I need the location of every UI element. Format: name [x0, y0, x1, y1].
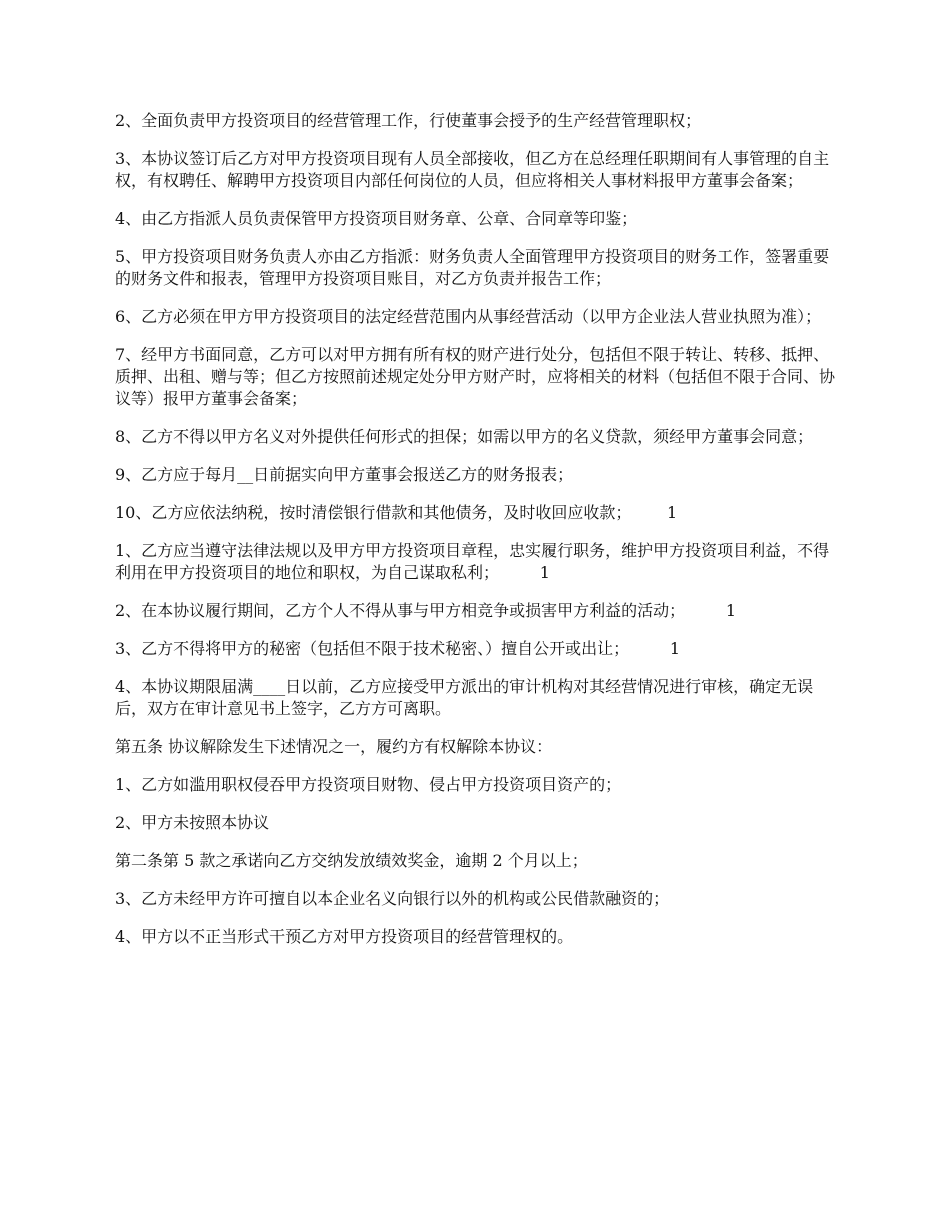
paragraph: 8、乙方不得以甲方名义对外提供任何形式的担保；如需以甲方的名义贷款，须经甲方董事会同意；	[115, 427, 814, 446]
paragraph: 7、经甲方书面同意，乙方可以对甲方拥有所有权的财产进行处分，包括但不限于转让、转移、抵押、质押、出租、赠与等；但乙方按照前述规定处分甲方财产时，应将相关的材料（包括但不限于合同、协议等）报甲方董事会备案；	[115, 345, 836, 408]
paragraph: 4、本协议期限届满____日以前，乙方应接受甲方派出的审计机构对其经营情况进行审核，确定无误后，双方在审计意见书上签字，乙方方可离职。	[115, 677, 814, 718]
paragraph: 3、乙方未经甲方许可擅自以本企业名义向银行以外的机构或公民借款融资的；	[115, 889, 670, 908]
paragraph: 4、由乙方指派人员负责保管甲方投资项目财务章、公章、合同章等印鉴；	[115, 209, 638, 228]
paragraph: 3、乙方不得将甲方的秘密（包括但不限于技术秘密、）擅自公开或出让； 1	[115, 639, 681, 658]
paragraph: 9、乙方应于每月__日前据实向甲方董事会报送乙方的财务报表；	[115, 465, 574, 484]
paragraph: 1、乙方如滥用职权侵吞甲方投资项目财物、侵占甲方投资项目资产的；	[115, 775, 622, 794]
paragraph: 3、本协议签订后乙方对甲方投资项目现有人员全部接收，但乙方在总经理任职期间有人事管理的自主权，有权聘任、解聘甲方投资项目内部任何岗位的人员，但应将相关人事材料报甲方董事会备案；	[115, 149, 830, 190]
paragraph: 2、甲方未按照本协议	[115, 813, 270, 832]
section-heading: 第五条 协议解除发生下述情况之一，履约方有权解除本协议：	[115, 737, 553, 756]
paragraph: 2、在本协议履行期间，乙方个人不得从事与甲方相竞争或损害甲方利益的活动； 1	[115, 601, 737, 620]
paragraph: 1、乙方应当遵守法律法规以及甲方甲方投资项目章程，忠实履行职务，维护甲方投资项目利益，不得利用在甲方投资项目的地位和职权，为自己谋取私利； 1	[115, 541, 830, 582]
paragraph: 10、乙方应依法纳税，按时清偿银行借款和其他债务，及时收回应收款； 1	[115, 503, 678, 522]
document-body	[115, 110, 845, 964]
paragraph: 第二条第 5 款之承诺向乙方交纳发放绩效奖金，逾期 2 个月以上；	[115, 851, 588, 870]
paragraph: 4、甲方以不正当形式干预乙方对甲方投资项目的经营管理权的。	[115, 927, 574, 946]
paragraph: 2、全面负责甲方投资项目的经营管理工作，行使董事会授予的生产经营管理职权；	[115, 111, 702, 130]
paragraph: 6、乙方必须在甲方甲方投资项目的法定经营范围内从事经营活动（以甲方企业法人营业执照为准）；	[115, 307, 822, 326]
paragraph: 5、甲方投资项目财务负责人亦由乙方指派：财务负责人全面管理甲方投资项目的财务工作，签署重要的财务文件和报表，管理甲方投资项目账目，对乙方负责并报告工作；	[115, 247, 830, 288]
